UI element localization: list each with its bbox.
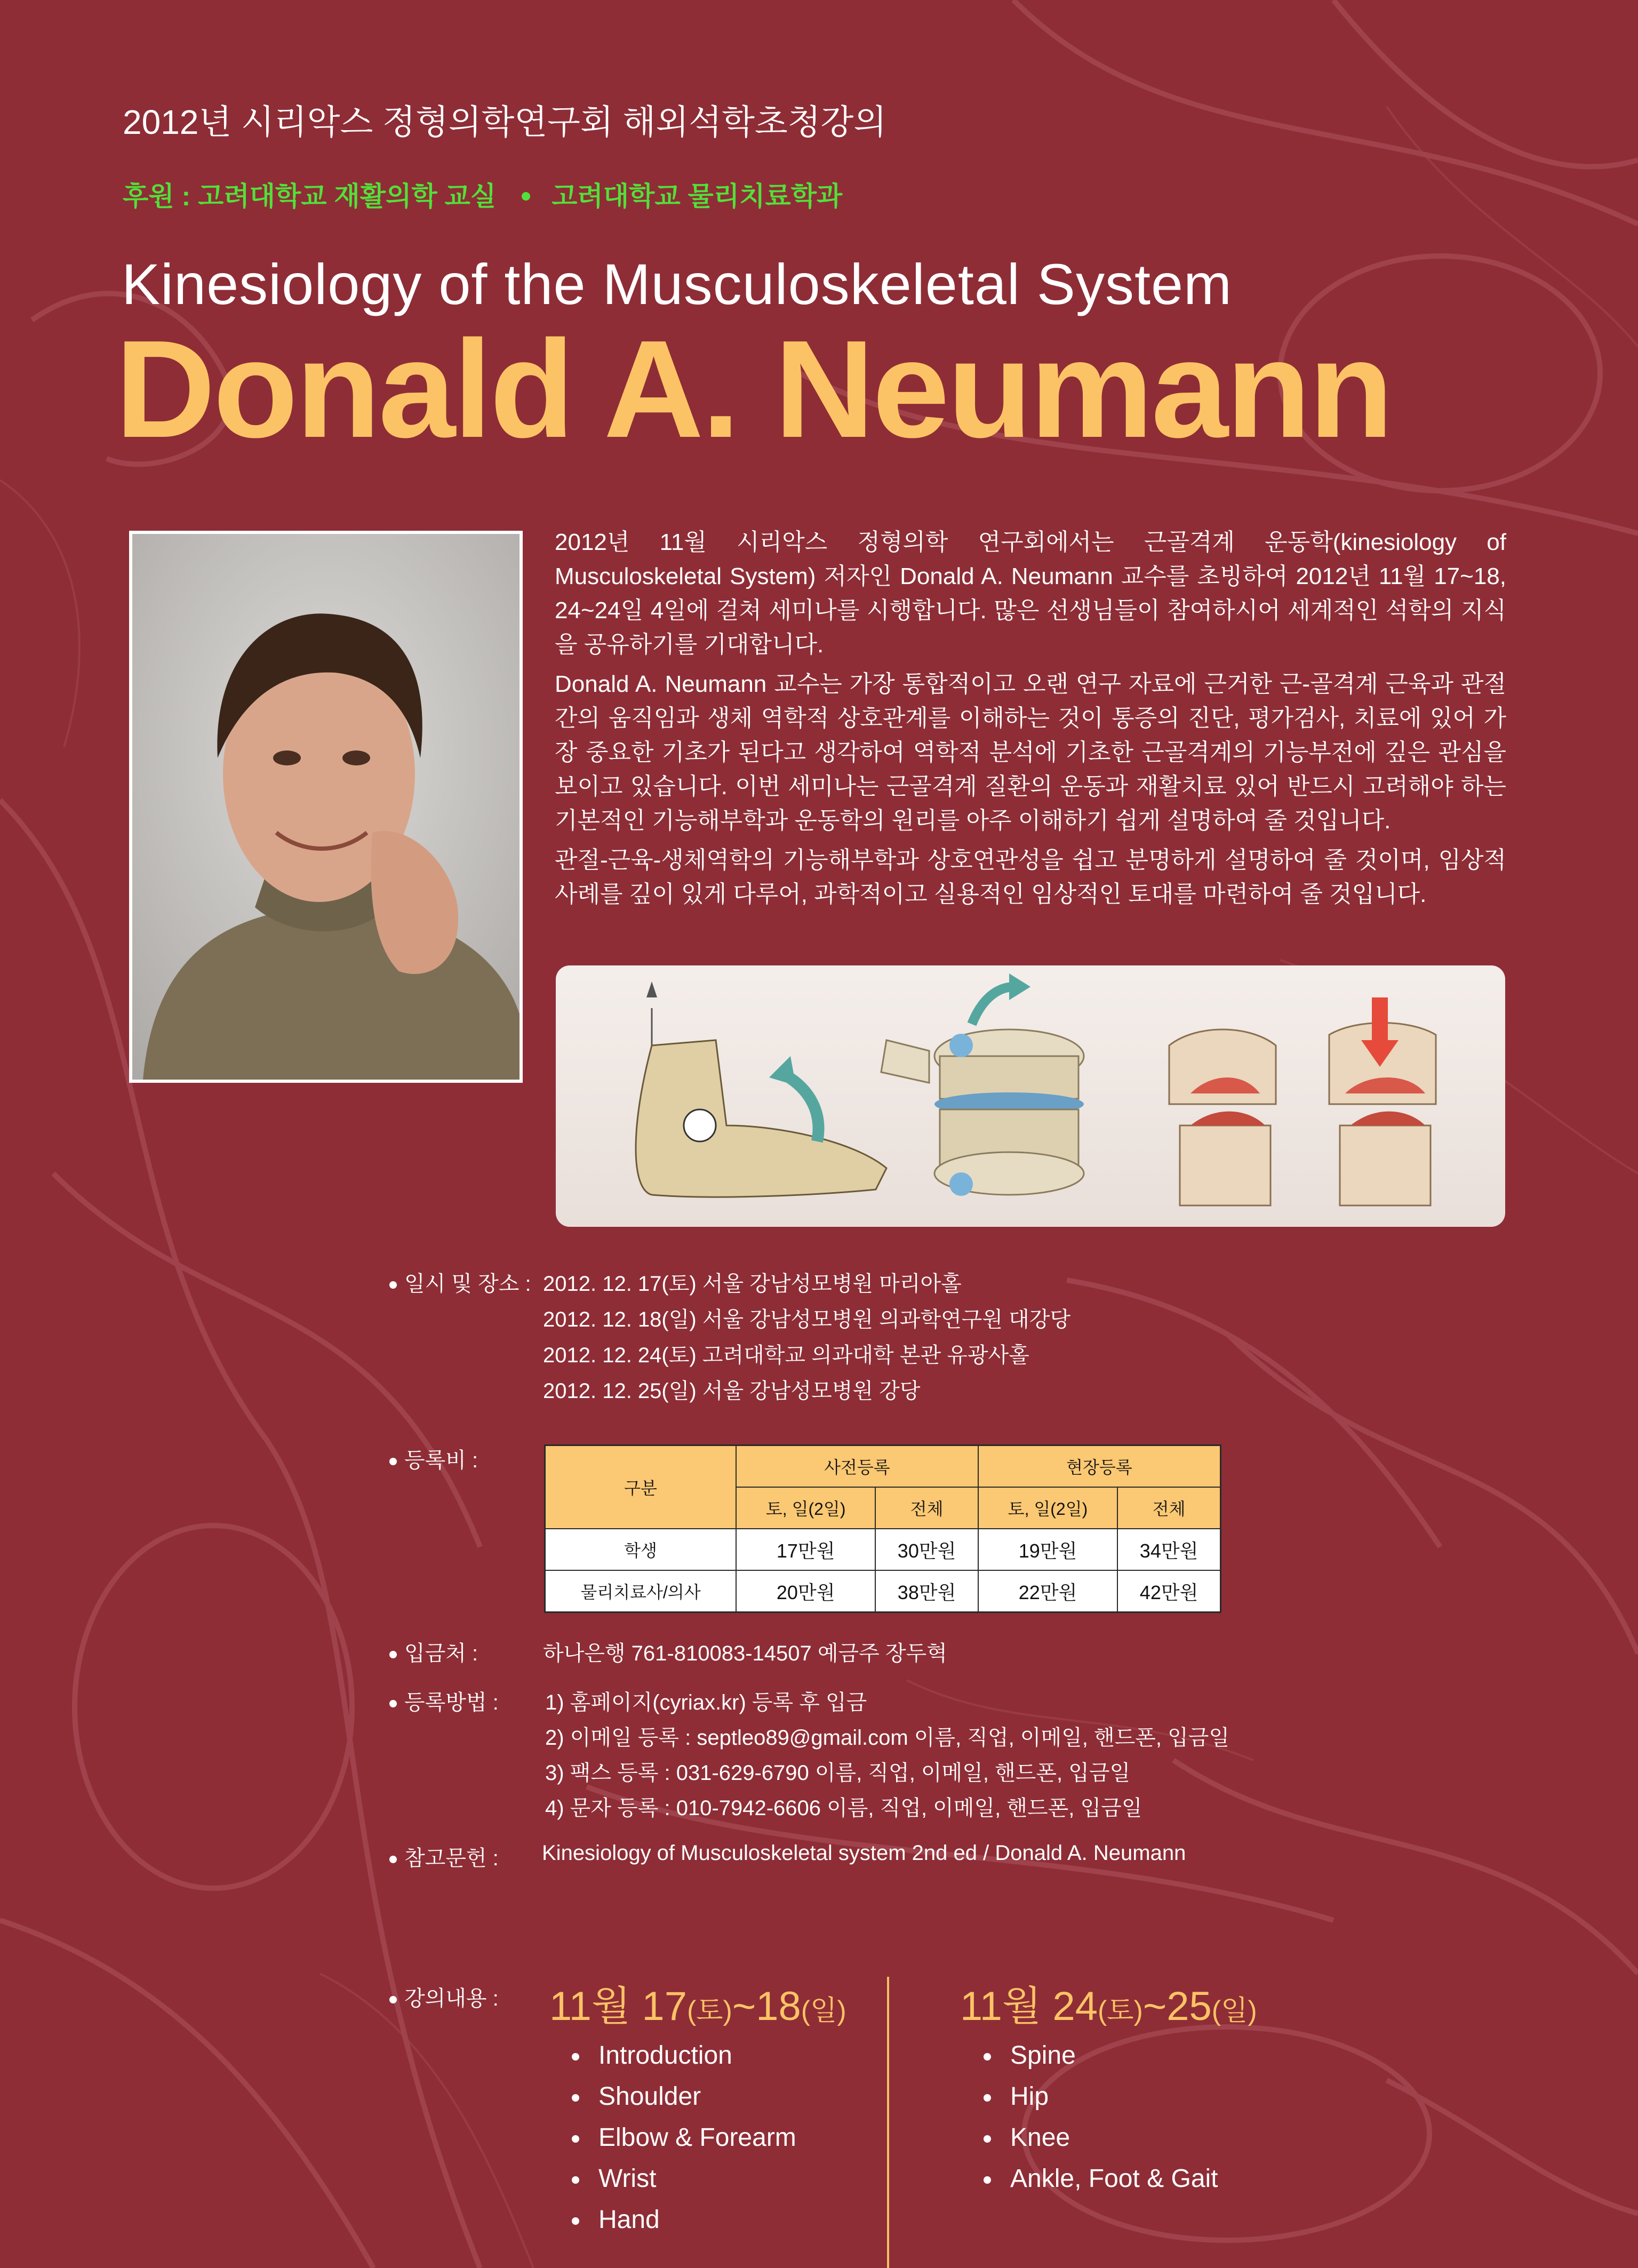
intro-paragraph-1: 2012년 11월 시리악스 정형의학 연구회에서는 근골격계 운동학(kinesiology of Musculoskeletal System) 저자인 Donald A. Neumann 교수를 초빙하여 2012년 11월 17~18, 24~24일 4일에 걸쳐 세미나를 시행합니다. 많은 선생님들이 참여하시어 세계적인 석학의 지식을 공유하기를 기대합니다. xyxy=(555,529,1507,658)
fee-value: 17만원 xyxy=(736,1529,875,1570)
list-item: Hip xyxy=(984,2076,1218,2117)
registration-row: 1) 홈페이지(cyriax.kr) 등록 후 입금 xyxy=(545,1691,867,1714)
bullet-icon xyxy=(389,1281,397,1289)
session2-date: 11월 24(토)~25(일) xyxy=(960,1984,1257,2029)
fee-value: 20만원 xyxy=(736,1570,875,1612)
session1-date: 11월 17(토)~18(일) xyxy=(549,1984,846,2029)
registration-row: 2) 이메일 등록 : septleo89@gmail.com 이름, 직업, 이메일, 핸드폰, 입금일 xyxy=(545,1726,1230,1750)
list-item: Elbow & Forearm xyxy=(572,2117,796,2158)
bullet-icon xyxy=(389,1996,397,2003)
fee-value: 22만원 xyxy=(978,1570,1117,1612)
list-item: Spine xyxy=(984,2035,1218,2076)
schedule-row: 2012. 12. 24(토) 고려대학교 의과대학 본관 유광사홀 xyxy=(543,1344,1029,1367)
list-item: Wrist xyxy=(572,2158,796,2199)
fee-subheader-two-days: 토, 일(2일) xyxy=(978,1487,1117,1529)
list-item: Hand xyxy=(572,2199,796,2240)
joint-block-illustration-2 xyxy=(1329,997,1436,1205)
intro-text xyxy=(555,525,1506,917)
bullet-icon xyxy=(389,1700,397,1707)
bullet-icon xyxy=(522,192,530,201)
intro-paragraph-3: 관절-근육-생체역학의 기능해부학과 상호연관성을 쉽고 분명하게 설명하여 줄 것이며, 임상적 사례를 깊이 있게 다루어, 과학적이고 실용적인 임상적인 토대를 마련하여 줄 것입니다. xyxy=(555,847,1506,907)
schedule-label: 일시 및 장소 : xyxy=(389,1267,531,1297)
fee-value: 42만원 xyxy=(1117,1570,1220,1612)
bullet-icon xyxy=(389,1651,397,1658)
fee-header-pre-registration: 사전등록 xyxy=(736,1446,978,1488)
spine-illustration xyxy=(881,973,1084,1196)
bullet-icon xyxy=(389,1458,397,1465)
lecture-label: 강의내용 : xyxy=(389,1982,499,2012)
fee-subheader-all: 전체 xyxy=(875,1487,978,1529)
registration-row: 4) 문자 등록 : 010-7942-6606 이름, 직업, 이메일, 핸드폰, 입금일 xyxy=(545,1796,1142,1820)
fee-header-category: 구분 xyxy=(545,1446,737,1529)
session2-topic-list xyxy=(984,2035,1218,2199)
schedule-row: 2012. 12. 17(토) 서울 강남성모병원 마리아홀 xyxy=(543,1272,962,1296)
registration-row: 3) 팩스 등록 : 031-629-6790 이름, 직업, 이메일, 핸드폰, 입금일 xyxy=(545,1761,1131,1785)
fee-header-onsite-registration: 현장등록 xyxy=(978,1446,1221,1488)
ankle-illustration xyxy=(636,981,886,1197)
schedule-row: 2012. 12. 25(일) 서울 강남성모병원 강당 xyxy=(543,1379,921,1403)
joint-illustrations xyxy=(556,965,1505,1227)
reference-value: Kinesiology of Musculoskeletal system 2nd ed / Donald A. Neumann xyxy=(542,1841,1186,1865)
event-pre-title: 2012년 시리악스 정형의학연구회 해외석학초청강의 xyxy=(123,103,887,141)
fee-row-student xyxy=(545,1529,1221,1570)
bullet-icon xyxy=(389,1856,397,1863)
fee-value: 19만원 xyxy=(978,1529,1117,1570)
list-item: Introduction xyxy=(572,2035,796,2076)
list-item: Ankle, Foot & Gait xyxy=(984,2158,1218,2199)
deposit-value: 하나은행 761-810083-14507 예금주 장두혁 xyxy=(543,1642,947,1665)
session-divider xyxy=(887,1977,889,2268)
speaker-portrait xyxy=(129,531,523,1083)
speaker-name-title: Donald A. Neumann xyxy=(115,312,1392,467)
fee-category: 학생 xyxy=(545,1529,737,1570)
fee-value: 30만원 xyxy=(875,1529,978,1570)
sponsor-line xyxy=(123,175,842,213)
fee-row-professional xyxy=(545,1570,1221,1612)
fee-category: 물리치료사/의사 xyxy=(545,1570,737,1612)
registration-label: 등록방법 : xyxy=(389,1686,499,1716)
fee-label: 등록비 : xyxy=(389,1443,478,1474)
lecture-subtitle: Kinesiology of the Musculoskeletal System xyxy=(122,252,1232,316)
intro-paragraph-2: Donald A. Neumann 교수는 가장 통합적이고 오랜 연구 자료에 근거한 근-골격계 근육과 관절간의 움직임과 생체 역학적 상호관계를 이해하는 것이 통증의 진단, 평가검사, 치료에 있어 가장 중요한 기초가 된다고 생각하여 역학적 분석에 기초한 근골격계의 기능부전에 깊은 관심을 보이고 있습니다. 이번 세미나는 근골격계 질환의 운동과 재활치료 있어 반드시 고려해야 하는 기본적인 기능해부학과 운동학의 원리를 아주 이해하기 쉽게 설명하여 줄 것입니다. xyxy=(555,671,1506,834)
schedule-row: 2012. 12. 18(일) 서울 강남성모병원 의과학연구원 대강당 xyxy=(543,1308,1071,1331)
speaker-portrait-image xyxy=(132,534,520,1080)
session1-topic-list xyxy=(572,2035,796,2240)
joint-block-illustration-1 xyxy=(1169,1029,1276,1205)
fee-subheader-two-days: 토, 일(2일) xyxy=(736,1487,875,1529)
list-item: Shoulder xyxy=(572,2076,796,2117)
fee-value: 34만원 xyxy=(1117,1529,1220,1570)
list-item: Knee xyxy=(984,2117,1218,2158)
fee-value: 38만원 xyxy=(875,1570,978,1612)
anatomy-illustration-panel xyxy=(556,965,1505,1227)
fee-table xyxy=(544,1444,1221,1613)
sponsor-second: 고려대학교 물리치료학과 xyxy=(552,181,843,211)
deposit-label: 입금처 : xyxy=(389,1636,478,1667)
reference-label: 참고문헌 : xyxy=(389,1841,499,1872)
sponsor-label: 후원 : 고려대학교 재활의학 교실 xyxy=(123,181,497,211)
fee-subheader-all: 전체 xyxy=(1117,1487,1220,1529)
